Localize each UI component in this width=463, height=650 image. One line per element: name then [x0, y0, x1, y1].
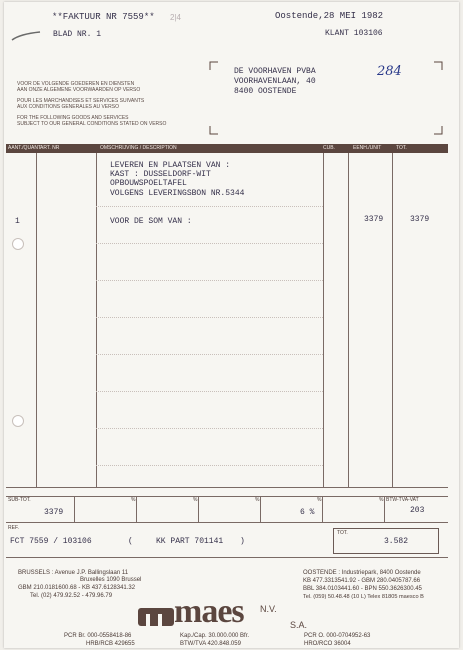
oostende-tel: Tel. (059) 50.48.48 (10 L) Telex 81805 maesco B — [303, 594, 424, 600]
description-line-2: KAST : DUSSELDORF-WIT — [110, 170, 211, 179]
summary-divider — [384, 496, 385, 522]
total-label: TOT. — [337, 530, 348, 536]
client-number: KLANT 103106 — [325, 29, 383, 38]
stamp-mark: 2|4 — [170, 13, 181, 22]
maes-logo-icon — [138, 604, 174, 626]
summary-divider — [74, 496, 75, 522]
sa-label: S.A. — [290, 620, 308, 630]
ruling — [96, 243, 323, 244]
kk-part: KK PART 701141 — [156, 537, 224, 546]
brussels-bank: GBM 210.0181600.68 - KB 437.6128341.32 — [18, 585, 136, 591]
subtotal-value: 3379 — [44, 508, 64, 517]
pct-sign: % — [255, 497, 260, 503]
brussels-address: BRUSSELS : Avenue J.P. Ballingslaan 11 — [18, 570, 129, 576]
col-divider — [96, 153, 97, 487]
ruling — [96, 465, 323, 466]
address-line-2: VOORHAVENLAAN, 40 — [234, 77, 316, 86]
pct-sign: % — [131, 497, 136, 503]
pcr-brussels: PCR Br. 000-0558418-86 — [64, 633, 132, 639]
ref-label: REF. — [8, 525, 19, 531]
table-header — [6, 144, 448, 153]
ruling — [96, 391, 323, 392]
ruling — [96, 280, 323, 281]
paren-close: ) — [240, 537, 245, 546]
pct-sign: % — [193, 497, 198, 503]
table-bottom — [6, 487, 448, 488]
description-line-3: OPBOUWSPOELTAFEL — [110, 179, 187, 188]
oostende-address: OOSTENDE : Industriepark, 8400 Oostende — [303, 570, 421, 576]
line-text: VOOR DE SOM VAN : — [110, 217, 192, 226]
line-qty: 1 — [15, 217, 20, 226]
brussels-tel: Tel. (02) 479.92.52 - 479.96.79 — [30, 593, 113, 599]
summary-divider — [198, 496, 199, 522]
oostende-bank-1: KB 477.3313541.92 - GBM 280.0405787.66 — [303, 578, 421, 584]
btw-number: BTW/TVA 420.848.059 — [180, 641, 241, 647]
col-divider — [348, 153, 349, 487]
condition-nl-1: VOOR DE VOLGENDE GOEDEREN EN DIENSTEN — [17, 81, 135, 87]
pct-sign: % — [317, 497, 322, 503]
col-qty: AANT./QUANT — [8, 145, 42, 151]
page-number: BLAD NR. 1 — [53, 30, 102, 39]
description-line-4: VOLGENS LEVERINGSBON NR.5344 — [110, 189, 245, 198]
col-divider — [392, 153, 393, 487]
condition-nl-2: AAN ONZE ALGEMENE VOORWAARDEN OP VERSO — [17, 87, 141, 93]
col-divider — [36, 153, 37, 487]
invoice-title: **FAKTUUR NR 7559** — [52, 12, 155, 22]
subtot-label: SUB-TOT. — [8, 497, 31, 503]
brussels-city: Bruxelles 1090 Brussel — [80, 577, 142, 583]
paren-open: ( — [128, 537, 133, 546]
pcr-oostende: PCR O. 000-0704952-63 — [304, 633, 371, 639]
col-unit: EENH./UNIT — [353, 145, 382, 151]
col-divider — [323, 153, 324, 487]
summary-bottom — [6, 522, 448, 523]
summary-divider — [322, 496, 323, 522]
pen-mark-icon — [10, 30, 44, 44]
ruling — [96, 206, 323, 207]
hrb-number: HRB/RCB 429655 — [86, 641, 135, 647]
footer-separator — [6, 557, 448, 558]
vat-label: BTW-TVA-VAT — [386, 497, 419, 503]
col-cub: CUB. — [323, 145, 335, 151]
condition-en-2: SUBJECT TO OUR GENERAL CONDITIONS STATED ON VERSO — [17, 121, 167, 127]
grand-total: 3.582 — [384, 537, 409, 546]
maes-logo: maes — [174, 593, 244, 630]
col-tot: TOT. — [396, 145, 407, 151]
line-total: 3379 — [410, 215, 430, 224]
capital: Kap./Cap. 30.000.000 Bfr. — [180, 633, 250, 639]
vat-value: 203 — [410, 506, 425, 515]
ref-code: FCT 7559 / 103106 — [10, 537, 92, 546]
ruling — [96, 354, 323, 355]
address-line-1: DE VOORHAVEN PVBA — [234, 67, 316, 76]
punch-hole — [12, 415, 24, 427]
summary-divider — [260, 496, 261, 522]
hro-number: HRO/RCO 36004 — [304, 641, 351, 647]
col-desc: OMSCHRIJVING / DESCRIPTION — [100, 145, 177, 151]
condition-en-1: FOR THE FOLLOWING GOODS AND SERVICES — [17, 115, 129, 121]
summary-divider — [136, 496, 137, 522]
address-line-3: 8400 OOSTENDE — [234, 87, 297, 96]
oostende-bank-2: BBL 384.0103441.60 - BPN 550.3626300.45 — [303, 586, 422, 592]
condition-fr-1: POUR LES MARCHANDISES ET SERVICES SUIVANTS — [17, 98, 145, 104]
punch-hole — [12, 238, 24, 250]
place-date: Oostende,28 MEI 1982 — [275, 11, 384, 21]
handwritten-number: 284 — [377, 64, 402, 79]
nv-label: N.V. — [260, 604, 277, 614]
condition-fr-2: AUX CONDITIONS GENERALES AU VERSO — [17, 104, 119, 110]
vat-rate: 6 % — [300, 508, 315, 517]
description-line-1: LEVEREN EN PLAATSEN VAN : — [110, 161, 231, 170]
ruling — [96, 428, 323, 429]
col-art: ART. NR — [40, 145, 60, 151]
ruling — [96, 317, 323, 318]
pct-sign: % — [379, 497, 384, 503]
line-unit-price: 3379 — [364, 215, 384, 224]
